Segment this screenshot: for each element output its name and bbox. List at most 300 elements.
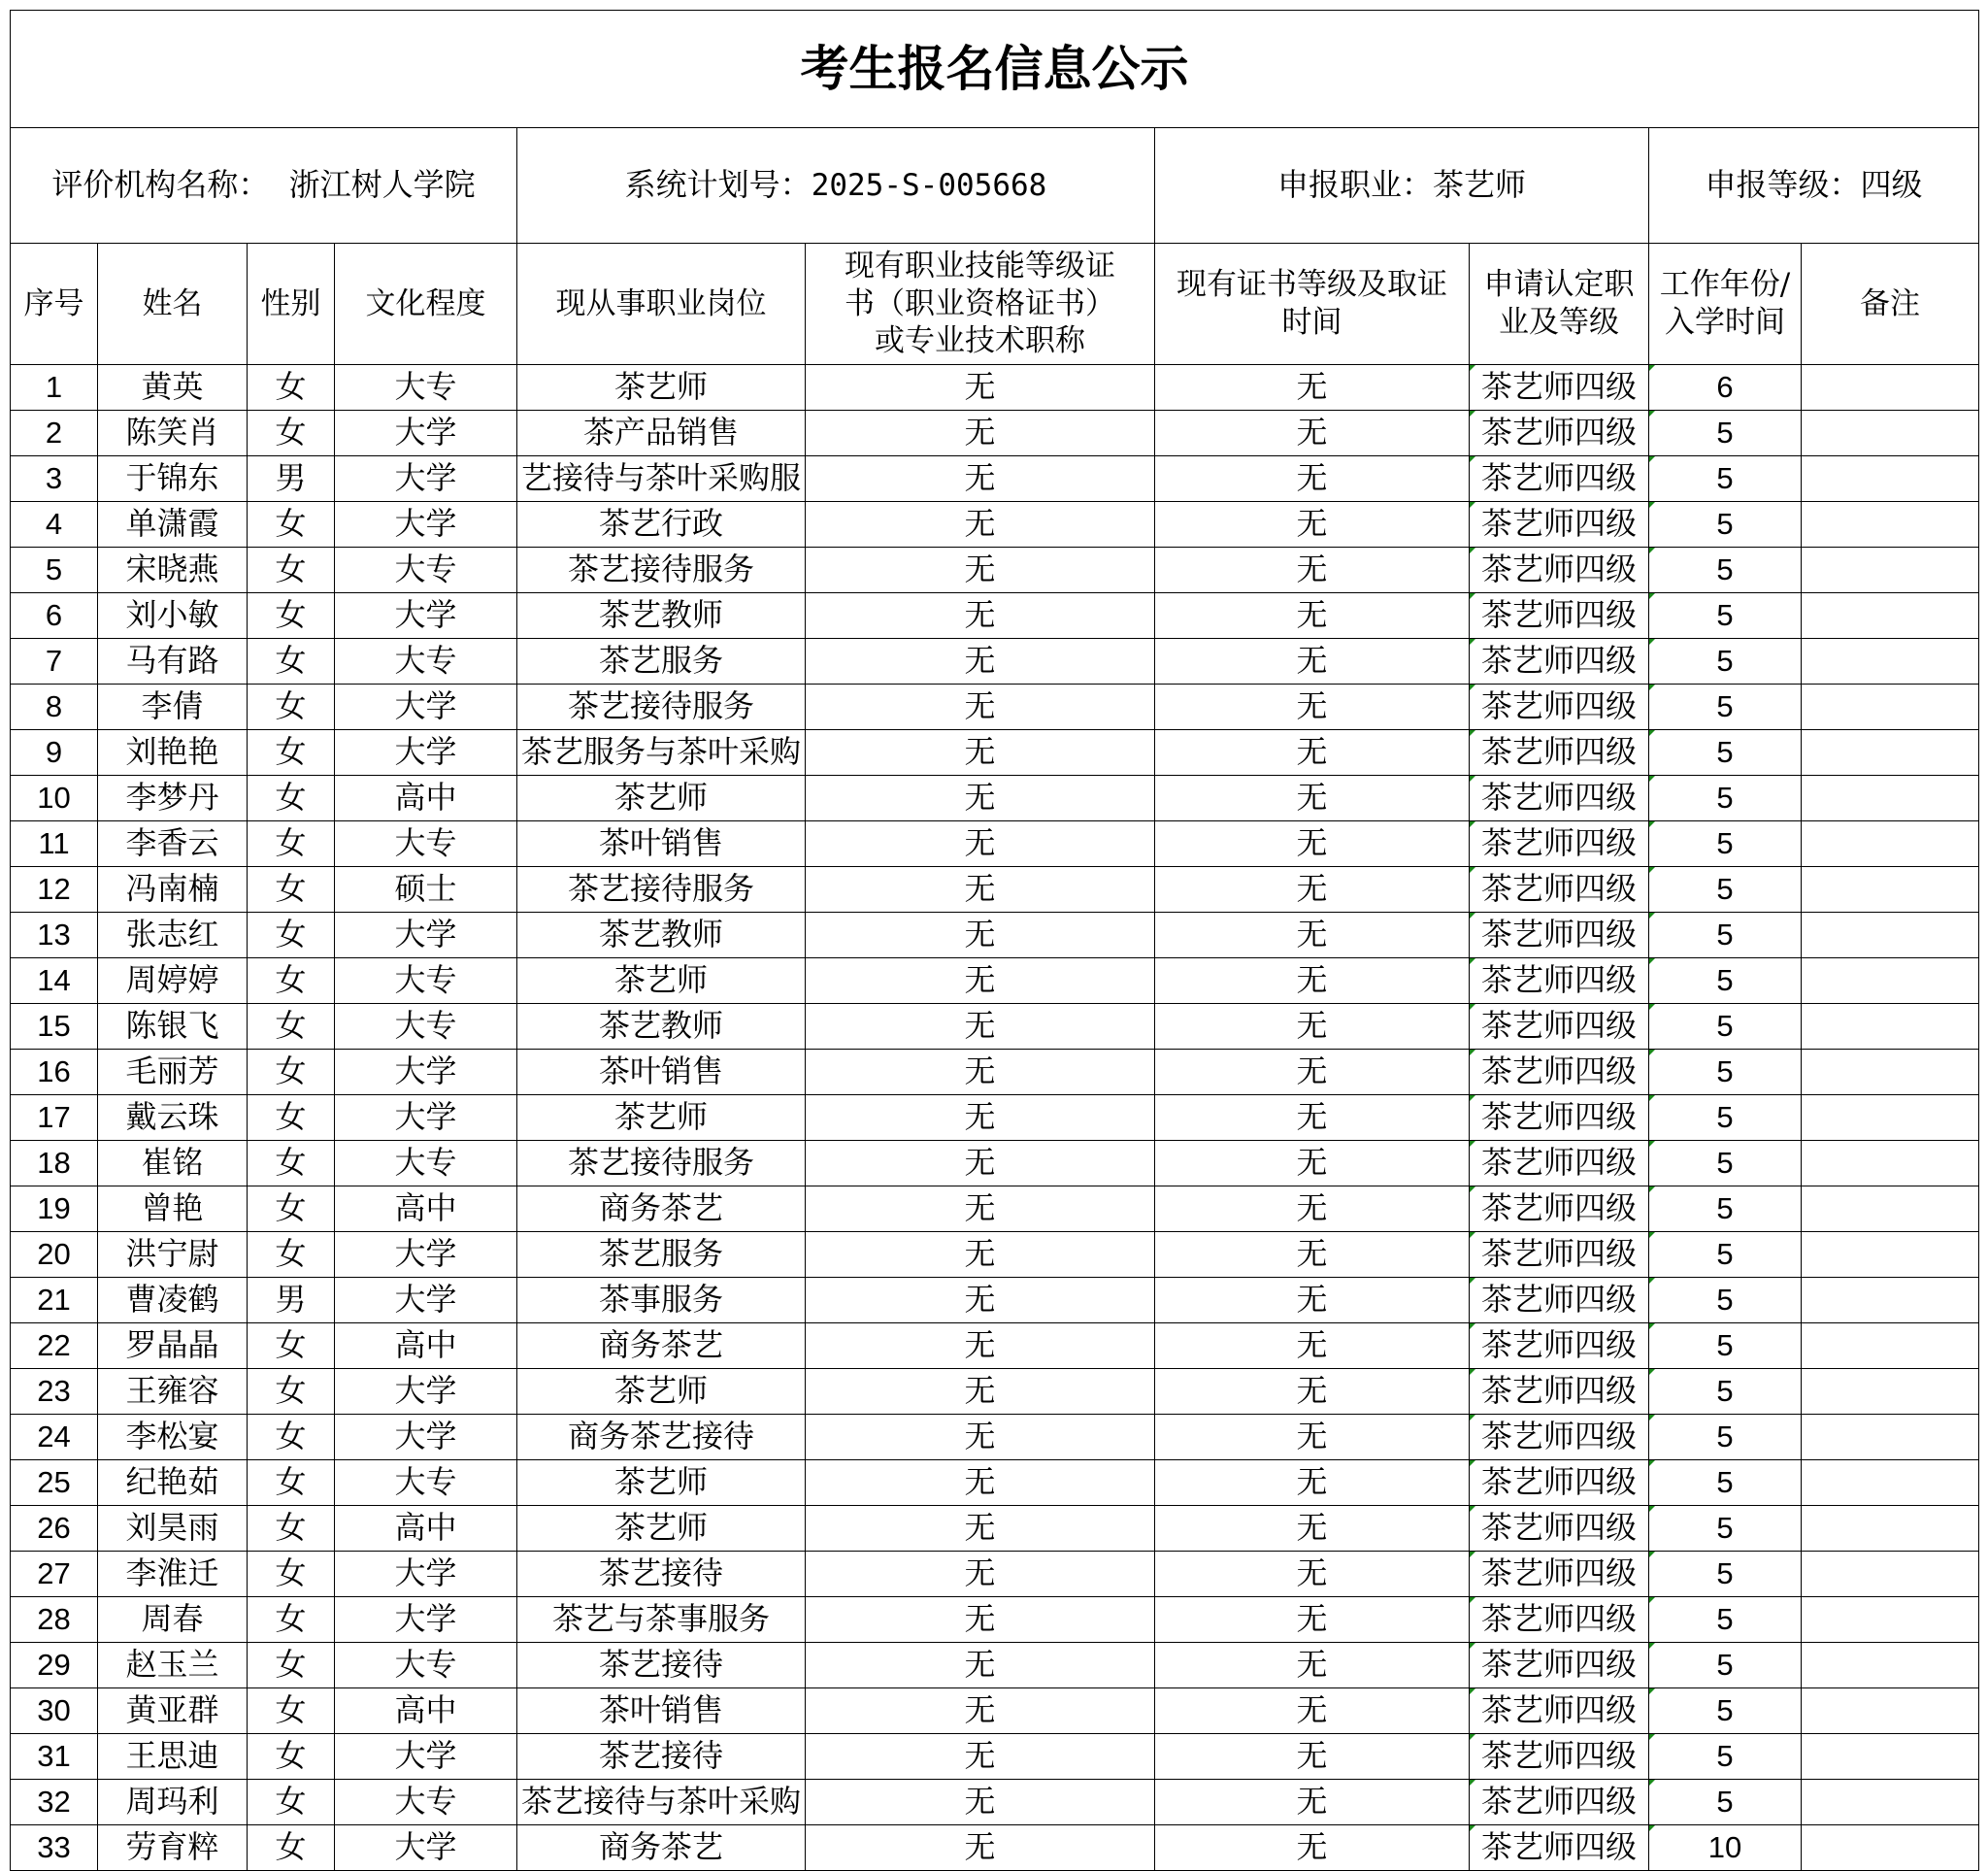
- cell-years: 5: [1649, 1323, 1802, 1369]
- cell-no: 29: [11, 1643, 98, 1688]
- table-row: [11, 1278, 1979, 1323]
- cell-cert-time: 无: [1155, 1232, 1470, 1278]
- cell-gender: 男: [248, 1278, 335, 1323]
- cell-gender: 女: [248, 776, 335, 821]
- cell-cert-time: 无: [1155, 502, 1470, 548]
- cell-education: 硕士: [335, 867, 517, 913]
- cell-gender: 女: [248, 1643, 335, 1688]
- cell-remarks: [1802, 1323, 1979, 1369]
- cell-no: 5: [11, 548, 98, 593]
- cell-position: 茶艺与茶事服务: [517, 1597, 806, 1643]
- page-title: 考生报名信息公示: [11, 11, 1979, 128]
- cell-years: 5: [1649, 1780, 1802, 1825]
- cell-certificate: 无: [806, 1186, 1155, 1232]
- cell-years: 5: [1649, 958, 1802, 1004]
- cell-certificate: 无: [806, 1688, 1155, 1734]
- cell-gender: 女: [248, 1825, 335, 1871]
- cell-remarks: [1802, 1415, 1979, 1460]
- cell-years: 5: [1649, 548, 1802, 593]
- cell-no: 33: [11, 1825, 98, 1871]
- cell-no: 27: [11, 1552, 98, 1597]
- header-remarks: 备注: [1802, 244, 1979, 365]
- cell-no: 11: [11, 821, 98, 867]
- cell-position: 茶艺师: [517, 365, 806, 411]
- table-row: [11, 1186, 1979, 1232]
- table-row: [11, 1552, 1979, 1597]
- cell-years: 5: [1649, 1597, 1802, 1643]
- table-row: [11, 1004, 1979, 1050]
- table-row: [11, 639, 1979, 685]
- cell-certificate: 无: [806, 958, 1155, 1004]
- cell-remarks: [1802, 1506, 1979, 1552]
- cell-remarks: [1802, 639, 1979, 685]
- cell-no: 26: [11, 1506, 98, 1552]
- cell-education: 大学: [335, 1415, 517, 1460]
- level-label: 申报等级：: [1705, 166, 1861, 204]
- cell-name: 李淮迁: [98, 1552, 248, 1597]
- cell-cert-time: 无: [1155, 1186, 1470, 1232]
- header-name: 姓名: [98, 244, 248, 365]
- cell-certificate: 无: [806, 776, 1155, 821]
- cell-remarks: [1802, 685, 1979, 730]
- cell-gender: 女: [248, 1780, 335, 1825]
- table-row: [11, 1460, 1979, 1506]
- cell-apply: 茶艺师四级: [1470, 411, 1649, 456]
- cell-no: 3: [11, 456, 98, 502]
- cell-cert-time: 无: [1155, 411, 1470, 456]
- cell-position: 茶艺接待服务: [517, 867, 806, 913]
- cell-apply: 茶艺师四级: [1470, 1688, 1649, 1734]
- cell-no: 17: [11, 1095, 98, 1141]
- cell-cert-time: 无: [1155, 1278, 1470, 1323]
- cell-certificate: 无: [806, 1415, 1155, 1460]
- cell-cert-time: 无: [1155, 593, 1470, 639]
- cell-no: 9: [11, 730, 98, 776]
- cell-cert-time: 无: [1155, 1095, 1470, 1141]
- cell-remarks: [1802, 1643, 1979, 1688]
- cell-remarks: [1802, 730, 1979, 776]
- cell-education: 大专: [335, 1141, 517, 1186]
- cell-gender: 女: [248, 1369, 335, 1415]
- cell-remarks: [1802, 502, 1979, 548]
- cell-cert-time: 无: [1155, 821, 1470, 867]
- cell-remarks: [1802, 1095, 1979, 1141]
- cell-years: 5: [1649, 502, 1802, 548]
- cell-position: 茶艺服务: [517, 639, 806, 685]
- cell-certificate: 无: [806, 867, 1155, 913]
- cell-education: 大学: [335, 1232, 517, 1278]
- cell-gender: 女: [248, 1688, 335, 1734]
- header-apply: 申请认定职业及等级: [1470, 244, 1649, 365]
- cell-certificate: 无: [806, 639, 1155, 685]
- cell-apply: 茶艺师四级: [1470, 1552, 1649, 1597]
- cell-education: 大学: [335, 1050, 517, 1095]
- occupation-cell: [1155, 128, 1649, 244]
- cell-apply: 茶艺师四级: [1470, 1141, 1649, 1186]
- cell-position: 茶艺接待与茶叶采购: [517, 1780, 806, 1825]
- cell-gender: 女: [248, 1141, 335, 1186]
- cell-cert-time: 无: [1155, 1552, 1470, 1597]
- cell-gender: 女: [248, 1004, 335, 1050]
- table-row: [11, 958, 1979, 1004]
- cell-cert-time: 无: [1155, 776, 1470, 821]
- cell-education: 大专: [335, 1643, 517, 1688]
- cell-no: 6: [11, 593, 98, 639]
- cell-gender: 女: [248, 867, 335, 913]
- cell-apply: 茶艺师四级: [1470, 730, 1649, 776]
- cell-name: 毛丽芳: [98, 1050, 248, 1095]
- org-label: 评价机构名称：: [51, 166, 270, 204]
- cell-cert-time: 无: [1155, 1050, 1470, 1095]
- cell-years: 5: [1649, 1186, 1802, 1232]
- cell-education: 大专: [335, 1460, 517, 1506]
- occupation-value: 茶艺师: [1433, 166, 1527, 204]
- table-row: [11, 730, 1979, 776]
- cell-gender: 女: [248, 593, 335, 639]
- cell-years: 5: [1649, 1506, 1802, 1552]
- cell-no: 2: [11, 411, 98, 456]
- cell-remarks: [1802, 1278, 1979, 1323]
- cell-no: 20: [11, 1232, 98, 1278]
- table-row: [11, 593, 1979, 639]
- cell-remarks: [1802, 776, 1979, 821]
- cell-remarks: [1802, 913, 1979, 958]
- cell-years: 5: [1649, 411, 1802, 456]
- cell-remarks: [1802, 1004, 1979, 1050]
- cell-education: 大学: [335, 1278, 517, 1323]
- cell-education: 高中: [335, 1323, 517, 1369]
- cell-apply: 茶艺师四级: [1470, 1597, 1649, 1643]
- cell-no: 13: [11, 913, 98, 958]
- cell-education: 大学: [335, 1369, 517, 1415]
- cell-no: 31: [11, 1734, 98, 1780]
- cell-years: 5: [1649, 1688, 1802, 1734]
- cell-name: 罗晶晶: [98, 1323, 248, 1369]
- cell-name: 曹凌鹤: [98, 1278, 248, 1323]
- cell-no: 1: [11, 365, 98, 411]
- cell-certificate: 无: [806, 1460, 1155, 1506]
- cell-gender: 女: [248, 1095, 335, 1141]
- cell-years: 5: [1649, 730, 1802, 776]
- cell-gender: 女: [248, 548, 335, 593]
- cell-years: 5: [1649, 1552, 1802, 1597]
- cell-position: 茶艺师: [517, 1506, 806, 1552]
- cell-apply: 茶艺师四级: [1470, 1369, 1649, 1415]
- cell-no: 30: [11, 1688, 98, 1734]
- table-row: [11, 1688, 1979, 1734]
- cell-name: 刘艳艳: [98, 730, 248, 776]
- cell-gender: 女: [248, 411, 335, 456]
- cell-education: 高中: [335, 776, 517, 821]
- header-no: 序号: [11, 244, 98, 365]
- cell-certificate: 无: [806, 548, 1155, 593]
- cell-cert-time: 无: [1155, 1643, 1470, 1688]
- cell-certificate: 无: [806, 502, 1155, 548]
- cell-cert-time: 无: [1155, 1141, 1470, 1186]
- cell-years: 5: [1649, 913, 1802, 958]
- cell-gender: 女: [248, 502, 335, 548]
- table-row: [11, 776, 1979, 821]
- cell-apply: 茶艺师四级: [1470, 1323, 1649, 1369]
- cell-gender: 女: [248, 365, 335, 411]
- cell-cert-time: 无: [1155, 1506, 1470, 1552]
- cell-education: 大专: [335, 958, 517, 1004]
- cell-remarks: [1802, 1186, 1979, 1232]
- cell-years: 5: [1649, 639, 1802, 685]
- cell-gender: 女: [248, 1552, 335, 1597]
- cell-cert-time: 无: [1155, 1597, 1470, 1643]
- cell-name: 纪艳茹: [98, 1460, 248, 1506]
- cell-cert-time: 无: [1155, 913, 1470, 958]
- table-row: [11, 1506, 1979, 1552]
- cell-education: 大专: [335, 1780, 517, 1825]
- cell-position: 茶叶销售: [517, 1688, 806, 1734]
- cell-remarks: [1802, 1369, 1979, 1415]
- header-education: 文化程度: [335, 244, 517, 365]
- cell-position: 商务茶艺接待: [517, 1415, 806, 1460]
- cell-cert-time: 无: [1155, 639, 1470, 685]
- table-row: [11, 913, 1979, 958]
- cell-no: 23: [11, 1369, 98, 1415]
- cell-education: 大学: [335, 685, 517, 730]
- cell-apply: 茶艺师四级: [1470, 1506, 1649, 1552]
- cell-gender: 女: [248, 958, 335, 1004]
- cell-years: 5: [1649, 1460, 1802, 1506]
- cell-name: 张志红: [98, 913, 248, 958]
- plan-value: 2025-S-005668: [811, 168, 1047, 204]
- cell-position: 商务茶艺: [517, 1825, 806, 1871]
- cell-no: 22: [11, 1323, 98, 1369]
- cell-years: 5: [1649, 1050, 1802, 1095]
- cell-name: 马有路: [98, 639, 248, 685]
- cell-name: 刘昊雨: [98, 1506, 248, 1552]
- cell-years: 5: [1649, 593, 1802, 639]
- cell-gender: 女: [248, 1232, 335, 1278]
- cell-cert-time: 无: [1155, 1734, 1470, 1780]
- cell-apply: 茶艺师四级: [1470, 639, 1649, 685]
- cell-name: 曾艳: [98, 1186, 248, 1232]
- cell-remarks: [1802, 1050, 1979, 1095]
- cell-cert-time: 无: [1155, 1004, 1470, 1050]
- cell-apply: 茶艺师四级: [1470, 1460, 1649, 1506]
- table-row: [11, 548, 1979, 593]
- cell-education: 大学: [335, 1597, 517, 1643]
- cell-remarks: [1802, 456, 1979, 502]
- cell-position: 茶产品销售: [517, 411, 806, 456]
- cell-apply: 茶艺师四级: [1470, 913, 1649, 958]
- cell-education: 大学: [335, 1734, 517, 1780]
- cell-position: 茶叶销售: [517, 1050, 806, 1095]
- cell-position: 茶艺服务: [517, 1232, 806, 1278]
- table-row: [11, 1050, 1979, 1095]
- table-row: [11, 685, 1979, 730]
- table-row: [11, 1597, 1979, 1643]
- cell-remarks: [1802, 1825, 1979, 1871]
- cell-name: 刘小敏: [98, 593, 248, 639]
- cell-apply: 茶艺师四级: [1470, 1278, 1649, 1323]
- cell-position: 茶艺行政: [517, 502, 806, 548]
- table-row: [11, 867, 1979, 913]
- cell-years: 5: [1649, 1369, 1802, 1415]
- table-row: [11, 821, 1979, 867]
- cell-apply: 茶艺师四级: [1470, 958, 1649, 1004]
- cell-years: 5: [1649, 685, 1802, 730]
- cell-apply: 茶艺师四级: [1470, 1780, 1649, 1825]
- cell-education: 大学: [335, 502, 517, 548]
- cell-gender: 女: [248, 639, 335, 685]
- header-certificate: 现有职业技能等级证书（职业资格证书）或专业技术职称: [806, 244, 1155, 365]
- registration-table: [10, 10, 1979, 1871]
- cell-position: 茶艺师: [517, 1369, 806, 1415]
- cell-certificate: 无: [806, 365, 1155, 411]
- cell-name: 陈银飞: [98, 1004, 248, 1050]
- cell-certificate: 无: [806, 1369, 1155, 1415]
- cell-remarks: [1802, 1232, 1979, 1278]
- cell-years: 5: [1649, 1004, 1802, 1050]
- header-position: 现从事职业岗位: [517, 244, 806, 365]
- header-cert-time: 现有证书等级及取证时间: [1155, 244, 1470, 365]
- cell-remarks: [1802, 958, 1979, 1004]
- cell-name: 冯南楠: [98, 867, 248, 913]
- cell-position: 茶艺接待服务: [517, 1141, 806, 1186]
- cell-cert-time: 无: [1155, 958, 1470, 1004]
- cell-certificate: 无: [806, 1095, 1155, 1141]
- cell-apply: 茶艺师四级: [1470, 685, 1649, 730]
- cell-name: 于锦东: [98, 456, 248, 502]
- cell-years: 5: [1649, 456, 1802, 502]
- cell-education: 大学: [335, 913, 517, 958]
- cell-education: 大学: [335, 593, 517, 639]
- cell-years: 5: [1649, 1232, 1802, 1278]
- cell-gender: 女: [248, 913, 335, 958]
- cell-years: 5: [1649, 776, 1802, 821]
- cell-cert-time: 无: [1155, 365, 1470, 411]
- table-row: [11, 1734, 1979, 1780]
- cell-education: 大专: [335, 548, 517, 593]
- cell-certificate: 无: [806, 1278, 1155, 1323]
- cell-cert-time: 无: [1155, 1780, 1470, 1825]
- cell-education: 大学: [335, 411, 517, 456]
- cell-no: 25: [11, 1460, 98, 1506]
- cell-years: 5: [1649, 1643, 1802, 1688]
- cell-no: 10: [11, 776, 98, 821]
- cell-remarks: [1802, 867, 1979, 913]
- table-row: [11, 1415, 1979, 1460]
- cell-cert-time: 无: [1155, 1369, 1470, 1415]
- cell-name: 李松宴: [98, 1415, 248, 1460]
- org-cell: [11, 128, 517, 244]
- cell-education: 大学: [335, 456, 517, 502]
- level-value: 四级: [1860, 166, 1923, 204]
- cell-position: 茶艺师: [517, 958, 806, 1004]
- cell-no: 24: [11, 1415, 98, 1460]
- cell-remarks: [1802, 411, 1979, 456]
- cell-position: 茶艺教师: [517, 593, 806, 639]
- table-row: [11, 1643, 1979, 1688]
- cell-cert-time: 无: [1155, 867, 1470, 913]
- cell-apply: 茶艺师四级: [1470, 1004, 1649, 1050]
- cell-certificate: 无: [806, 456, 1155, 502]
- header-gender: 性别: [248, 244, 335, 365]
- cell-gender: 女: [248, 1506, 335, 1552]
- cell-name: 黄英: [98, 365, 248, 411]
- cell-gender: 女: [248, 1323, 335, 1369]
- cell-education: 大学: [335, 1552, 517, 1597]
- cell-education: 大学: [335, 1825, 517, 1871]
- cell-gender: 女: [248, 821, 335, 867]
- cell-position: 茶艺接待: [517, 1643, 806, 1688]
- cell-cert-time: 无: [1155, 456, 1470, 502]
- table-row: [11, 1780, 1979, 1825]
- cell-position: 茶艺师: [517, 1095, 806, 1141]
- cell-certificate: 无: [806, 1506, 1155, 1552]
- cell-no: 16: [11, 1050, 98, 1095]
- cell-certificate: 无: [806, 821, 1155, 867]
- cell-remarks: [1802, 1552, 1979, 1597]
- cell-no: 32: [11, 1780, 98, 1825]
- cell-no: 28: [11, 1597, 98, 1643]
- cell-name: 李梦丹: [98, 776, 248, 821]
- cell-name: 周婷婷: [98, 958, 248, 1004]
- cell-apply: 茶艺师四级: [1470, 1186, 1649, 1232]
- cell-gender: 女: [248, 1415, 335, 1460]
- header-years: 工作年份/入学时间: [1649, 244, 1802, 365]
- cell-certificate: 无: [806, 593, 1155, 639]
- table-row: [11, 411, 1979, 456]
- cell-education: 大专: [335, 365, 517, 411]
- cell-certificate: 无: [806, 730, 1155, 776]
- cell-education: 大专: [335, 1004, 517, 1050]
- cell-name: 李倩: [98, 685, 248, 730]
- cell-name: 周春: [98, 1597, 248, 1643]
- table-row: [11, 502, 1979, 548]
- cell-position: 艺接待与茶叶采购服: [517, 456, 806, 502]
- cell-position: 茶艺服务与茶叶采购: [517, 730, 806, 776]
- cell-name: 宋晓燕: [98, 548, 248, 593]
- cell-certificate: 无: [806, 1780, 1155, 1825]
- cell-education: 大学: [335, 1095, 517, 1141]
- cell-remarks: [1802, 365, 1979, 411]
- cell-cert-time: 无: [1155, 1323, 1470, 1369]
- table-row: [11, 1369, 1979, 1415]
- cell-apply: 茶艺师四级: [1470, 1095, 1649, 1141]
- cell-apply: 茶艺师四级: [1470, 548, 1649, 593]
- cell-name: 王思迪: [98, 1734, 248, 1780]
- cell-position: 商务茶艺: [517, 1186, 806, 1232]
- cell-education: 高中: [335, 1186, 517, 1232]
- cell-gender: 女: [248, 730, 335, 776]
- cell-certificate: 无: [806, 685, 1155, 730]
- cell-name: 赵玉兰: [98, 1643, 248, 1688]
- cell-gender: 女: [248, 1734, 335, 1780]
- cell-certificate: 无: [806, 1050, 1155, 1095]
- table-row: [11, 365, 1979, 411]
- table-row: [11, 456, 1979, 502]
- cell-no: 14: [11, 958, 98, 1004]
- cell-cert-time: 无: [1155, 548, 1470, 593]
- cell-apply: 茶艺师四级: [1470, 502, 1649, 548]
- cell-name: 洪宁尉: [98, 1232, 248, 1278]
- cell-years: 5: [1649, 1415, 1802, 1460]
- cell-years: 5: [1649, 1141, 1802, 1186]
- cell-years: 5: [1649, 821, 1802, 867]
- cell-education: 高中: [335, 1688, 517, 1734]
- plan-label: 系统计划号：: [624, 166, 812, 204]
- cell-apply: 茶艺师四级: [1470, 1643, 1649, 1688]
- org-value: 浙江树人学院: [288, 166, 476, 204]
- table-row: [11, 1323, 1979, 1369]
- cell-certificate: 无: [806, 1597, 1155, 1643]
